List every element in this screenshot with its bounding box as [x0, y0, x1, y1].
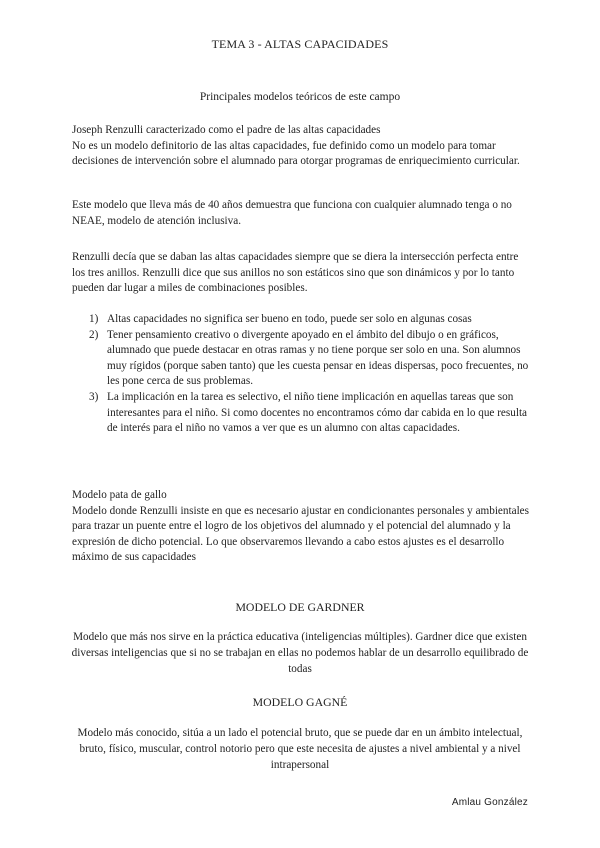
list-item: [72, 312, 532, 328]
gardner-text: Modelo que más nos sirve en la práctica educativa (inteligencias múltiples). Gardner dice que existen diversas inteligencias que si no se trabajan en ellas no podemos hablar de un desarrollo equilibrado de todas: [71, 631, 529, 675]
renzulli-paragraph-3: [72, 250, 532, 297]
list-item-text: Tener pensamiento creativo o divergente apoyado en el ámbito del dibujo o en gráficos, alumnado que puede destacar en otras ramas y no tiene porque ser solo en una. Son alumnos muy rígidos (porque saben tanto) que les cuesta pensar en ideas dispersas, poco frecuentes, no les pone cerca de sus problemas.: [107, 328, 529, 388]
renzulli-intro: [72, 123, 532, 170]
pata-gallo-section: [72, 488, 532, 566]
list-number: 3): [89, 390, 99, 403]
gagne-text: Modelo más conocido, sitúa a un lado el potencial bruto, que se puede dar en un ámbito intelectual, bruto, físico, muscular, control notorio pero que este necesita de ajustes a nivel ambiental y a nivel intrapersonal: [77, 727, 523, 771]
paragraph-text: Renzulli decía que se daban las altas capacidades siempre que se diera la intersección perfecta entre los tres anillos. Renzulli dice que sus anillos no son estáticos sino que son dinámicos y por lo tanto pueden dar lugar a miles de combinaciones posibles.: [72, 251, 519, 295]
renzulli-heading: Joseph Renzulli caracterizado como el padre de las altas capacidades: [72, 124, 381, 136]
pata-gallo-heading: Modelo pata de gallo: [72, 489, 167, 501]
list-number: 1): [89, 313, 99, 325]
gardner-heading: MODELO DE GARDNER: [235, 600, 365, 614]
list-number: 2): [89, 328, 99, 341]
renzulli-text: No es un modelo definitorio de las altas capacidades, fue definido como un modelo para tomar decisiones de intervención sobre el alumnado para otorgar programas de enriquecimiento curricular.: [72, 139, 520, 168]
renzulli-paragraph-2: [72, 198, 532, 229]
paragraph-text: Este modelo que lleva más de 40 años demuestra que funciona con cualquier alumnado tenga o no NEAE, modelo de atención inclusiva.: [72, 199, 512, 227]
page-title: TEMA 3 - ALTAS CAPACIDADES: [211, 37, 389, 51]
gagne-heading: MODELO GAGNÉ: [252, 695, 348, 709]
list-item-text: La implicación en la tarea es selectivo, el niño tiene implicación en aquellas tareas que son interesantes para el niño. Si como docentes no encontramos cómo dar cabida en lo que resulta de interés para el niño no vamos a ver que es un alumno con altas capacidades.: [107, 390, 528, 435]
list-item-text: Altas capacidades no significa ser bueno en todo, puede ser solo en algunas cosas: [107, 313, 472, 325]
rings-list: [72, 312, 532, 437]
author-footer: Amlau González: [451, 797, 528, 808]
list-item: [72, 328, 532, 390]
list-item: [72, 390, 532, 437]
section-subtitle: Principales modelos teóricos de este campo: [199, 91, 401, 103]
pata-gallo-text: Modelo donde Renzulli insiste en que es necesario ajustar en condicionantes personales y ambientales para trazar un puente entre el logro de los objetivos del alumnado y el potencial del alumnado y la expresión de dicho potencial. Lo que observaremos llevando a cabo estos ajustes es el desarrollo máximo de sus capacidades: [72, 504, 529, 564]
